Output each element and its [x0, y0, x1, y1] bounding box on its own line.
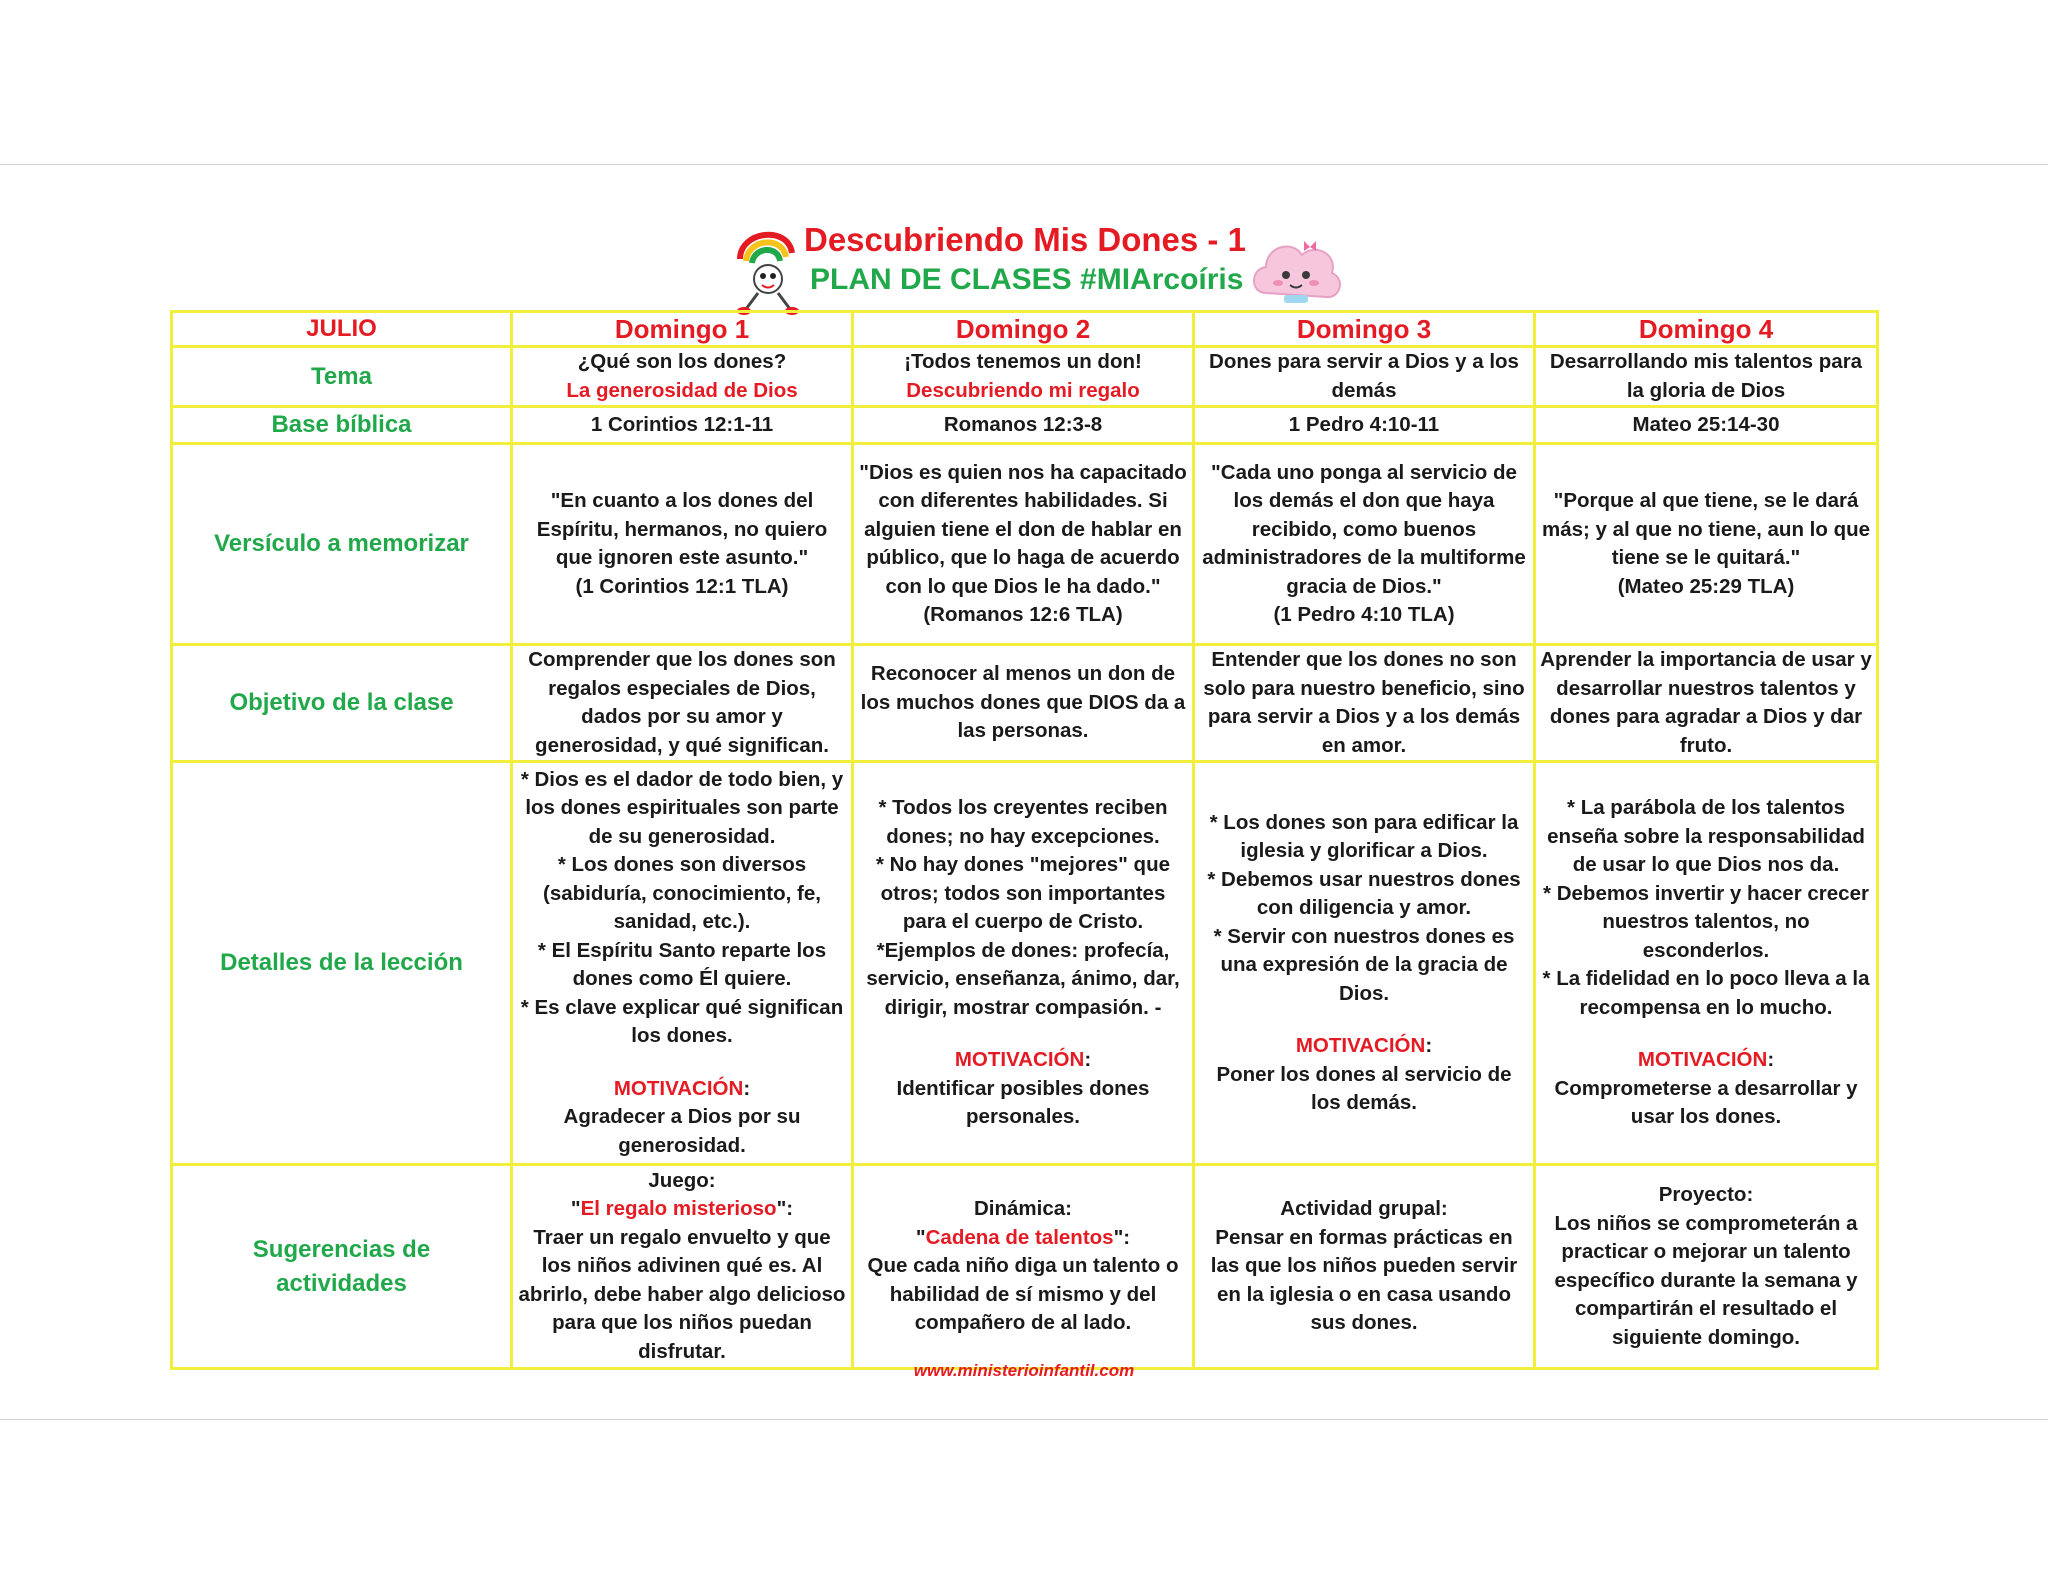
- activity-type: Actividad grupal:: [1280, 1197, 1448, 1221]
- document-title: Descubriendo Mis Dones - 1: [804, 221, 1246, 258]
- versiculo-cell-4: [1535, 444, 1878, 645]
- motivacion-heading: MOTIVACIÓN:: [613, 1076, 751, 1100]
- column-header-domingo-4: Domingo 4: [1535, 312, 1878, 347]
- row-label-sugerencias-line-1: Sugerencias de: [252, 1235, 431, 1263]
- activity-name-line: "Cadena de talentos":: [915, 1225, 1131, 1249]
- document-page: [0, 164, 2048, 1420]
- base-cell-3: 1 Pedro 4:10-11: [1194, 407, 1535, 444]
- tema-subtitle: La generosidad de Dios: [566, 378, 798, 402]
- objetivo-cell-4: Aprender la importancia de usar y desarrollar nuestros talentos y dones para agradar a Dios y dar fruto.: [1535, 645, 1878, 762]
- lesson-point: * Dios es el dador de todo bien, y los dones espirituales son parte de su generosidad.: [520, 767, 844, 848]
- row-label-detalles: Detalles de la lección: [172, 762, 512, 1165]
- motivacion-text: Agradecer a Dios por su generosidad.: [563, 1105, 801, 1157]
- sugerencias-cell-4: [1535, 1165, 1878, 1369]
- versiculo-cell-3: [1194, 444, 1535, 645]
- column-header-domingo-1: Domingo 1: [512, 312, 853, 347]
- detalles-cell-2: [853, 762, 1194, 1165]
- tema-question: Dones para servir a Dios y a los demás: [1209, 350, 1519, 402]
- verse-text: "Dios es quien nos ha capacitado con diferentes habilidades. Si alguien tiene el don de hablar en público, que lo haga de acuerdo con lo que Dios le ha dado.": [859, 460, 1187, 598]
- lesson-point: * Es clave explicar qué significan los dones.: [520, 995, 844, 1048]
- motivacion-text: Identificar posibles dones personales.: [896, 1076, 1150, 1129]
- motivacion-label: MOTIVACIÓN: [1637, 1048, 1768, 1072]
- document-header: [0, 195, 2048, 305]
- lesson-point: * El Espíritu Santo reparte los dones como Él quiere.: [537, 938, 827, 991]
- row-label-sugerencias-line-2: actividades: [276, 1269, 407, 1297]
- table-row-detalles: [172, 762, 1878, 1165]
- footer-website: www.ministerioinfantil.com: [913, 1361, 1135, 1380]
- table-row-sugerencias: [172, 1165, 1878, 1369]
- tema-subtitle: Descubriendo mi regalo: [906, 378, 1140, 402]
- tema-question: ¡Todos tenemos un don!: [904, 350, 1142, 373]
- motivacion-heading: MOTIVACIÓN:: [954, 1048, 1092, 1072]
- detalles-cell-4: [1535, 762, 1878, 1165]
- activity-type: Juego:: [648, 1168, 716, 1192]
- lesson-point: * La fidelidad en lo poco lleva a la recompensa en lo mucho.: [1542, 967, 1870, 1019]
- row-label-versiculo: Versículo a memorizar: [172, 444, 512, 645]
- lesson-point: * Debemos invertir y hacer crecer nuestros talentos, no esconderlos.: [1543, 881, 1869, 962]
- motivacion-label: MOTIVACIÓN: [613, 1076, 744, 1100]
- base-cell-2: Romanos 12:3-8: [853, 407, 1194, 444]
- lesson-point: * Todos los creyentes reciben dones; no hay excepciones.: [878, 796, 1168, 848]
- detalles-cell-3: [1194, 762, 1535, 1165]
- rainbow-mascot-logo: [728, 219, 808, 319]
- detalles-cell-1: [512, 762, 853, 1165]
- base-cell-1: 1 Corintios 12:1-11: [512, 407, 853, 444]
- lesson-point: * La parábola de los talentos enseña sobre la responsabilidad de usar lo que Dios nos da.: [1547, 796, 1865, 877]
- versiculo-cell-1: [512, 444, 853, 645]
- lesson-plan-table: [170, 310, 1879, 1370]
- row-label-base: Base bíblica: [172, 407, 512, 444]
- tema-cell-3: [1194, 347, 1535, 407]
- activity-description: Pensar en formas prácticas en las que los niños pueden servir en la iglesia o en casa usando sus dones.: [1210, 1225, 1518, 1335]
- row-label-objetivo: Objetivo de la clase: [172, 645, 512, 762]
- activity-description: Los niños se comprometerán a practicar o mejorar un talento específico durante la semana y compartirán el resultado el siguiente domingo.: [1554, 1211, 1858, 1349]
- versiculo-cell-2: [853, 444, 1194, 645]
- lesson-point: * Debemos usar nuestros dones con diligencia y amor.: [1207, 867, 1521, 919]
- objetivo-cell-1: Comprender que los dones son regalos especiales de Dios, dados por su amor y generosidad, y qué significan.: [512, 645, 853, 762]
- month-label: JULIO: [172, 312, 512, 347]
- tema-cell-2: [853, 347, 1194, 407]
- sugerencias-cell-1: [512, 1165, 853, 1369]
- table-header-row: [172, 312, 1878, 347]
- sugerencias-cell-3: [1194, 1165, 1535, 1369]
- tema-cell-4: [1535, 347, 1878, 407]
- lesson-point: * Los dones son para edificar la iglesia y glorificar a Dios.: [1209, 810, 1519, 862]
- table-row-versiculo: [172, 444, 1878, 645]
- column-header-domingo-2: Domingo 2: [853, 312, 1194, 347]
- verse-reference: (Romanos 12:6 TLA): [923, 603, 1123, 626]
- cloud-mascot-icon: [1248, 229, 1344, 315]
- motivacion-text: Poner los dones al servicio de los demás.: [1216, 1062, 1512, 1114]
- verse-text: "En cuanto a los dones del Espíritu, hermanos, no quiero que ignoren este asunto.": [536, 489, 828, 569]
- motivacion-heading: MOTIVACIÓN:: [1637, 1048, 1775, 1072]
- lesson-point: * Los dones son diversos (sabiduría, conocimiento, fe, sanidad, etc.).: [543, 853, 821, 934]
- verse-text: "Cada uno ponga al servicio de los demás el don que haya recibido, como buenos administradores de la multiforme gracia de Dios.": [1202, 460, 1526, 598]
- column-header-domingo-3: Domingo 3: [1194, 312, 1535, 347]
- document-subtitle: PLAN DE CLASES #MIArcoíris: [810, 263, 1244, 296]
- tema-question: Desarrollando mis talentos para la gloria de Dios: [1549, 350, 1863, 402]
- verse-text: "Porque al que tiene, se le dará más; y al que no tiene, aun lo que tiene se le quitará.": [1541, 489, 1871, 569]
- tema-question: ¿Qué son los dones?: [577, 350, 787, 373]
- objetivo-cell-2: Reconocer al menos un don de los muchos dones que DIOS da a las personas.: [853, 645, 1194, 762]
- lesson-point: * Servir con nuestros dones es una expresión de la gracia de Dios.: [1213, 924, 1515, 1005]
- activity-name-line: "El regalo misterioso":: [570, 1197, 794, 1221]
- lesson-point: * No hay dones "mejores" que otros; todos son importantes para el cuerpo de Cristo.: [876, 853, 1170, 934]
- lesson-point: *Ejemplos de dones: profecía, servicio, enseñanza, ánimo, dar, dirigir, mostrar compasión. -: [866, 938, 1180, 1019]
- row-label-tema: Tema: [172, 347, 512, 407]
- table-row-tema: [172, 347, 1878, 407]
- sugerencias-cell-2: [853, 1165, 1194, 1369]
- base-cell-4: Mateo 25:14-30: [1535, 407, 1878, 444]
- motivacion-heading: MOTIVACIÓN:: [1295, 1034, 1433, 1057]
- activity-type: Dinámica:: [974, 1197, 1072, 1221]
- motivacion-label: MOTIVACIÓN: [954, 1048, 1085, 1072]
- verse-reference: (Mateo 25:29 TLA): [1617, 574, 1795, 598]
- activity-type: Proyecto:: [1658, 1183, 1754, 1206]
- table-row-base: [172, 407, 1878, 444]
- verse-reference: (1 Pedro 4:10 TLA): [1273, 603, 1455, 626]
- row-label-sugerencias: [172, 1165, 512, 1369]
- motivacion-label: MOTIVACIÓN: [1295, 1034, 1426, 1057]
- activity-description: Traer un regalo envuelto y que los niños adivinen qué es. Al abrirlo, debe haber algo delicioso para que los niños puedan disfrutar.: [518, 1225, 846, 1363]
- activity-name: El regalo misterioso: [580, 1197, 777, 1221]
- motivacion-text: Comprometerse a desarrollar y usar los dones.: [1554, 1076, 1858, 1129]
- objetivo-cell-3: Entender que los dones no son solo para nuestro beneficio, sino para servir a Dios y a los demás en amor.: [1194, 645, 1535, 762]
- activity-description: Que cada niño diga un talento o habilidad de sí mismo y del compañero de al lado.: [867, 1254, 1179, 1335]
- verse-reference: (1 Corintios 12:1 TLA): [575, 574, 789, 598]
- tema-cell-1: [512, 347, 853, 407]
- activity-name: Cadena de talentos: [925, 1225, 1114, 1249]
- table-row-objetivo: [172, 645, 1878, 762]
